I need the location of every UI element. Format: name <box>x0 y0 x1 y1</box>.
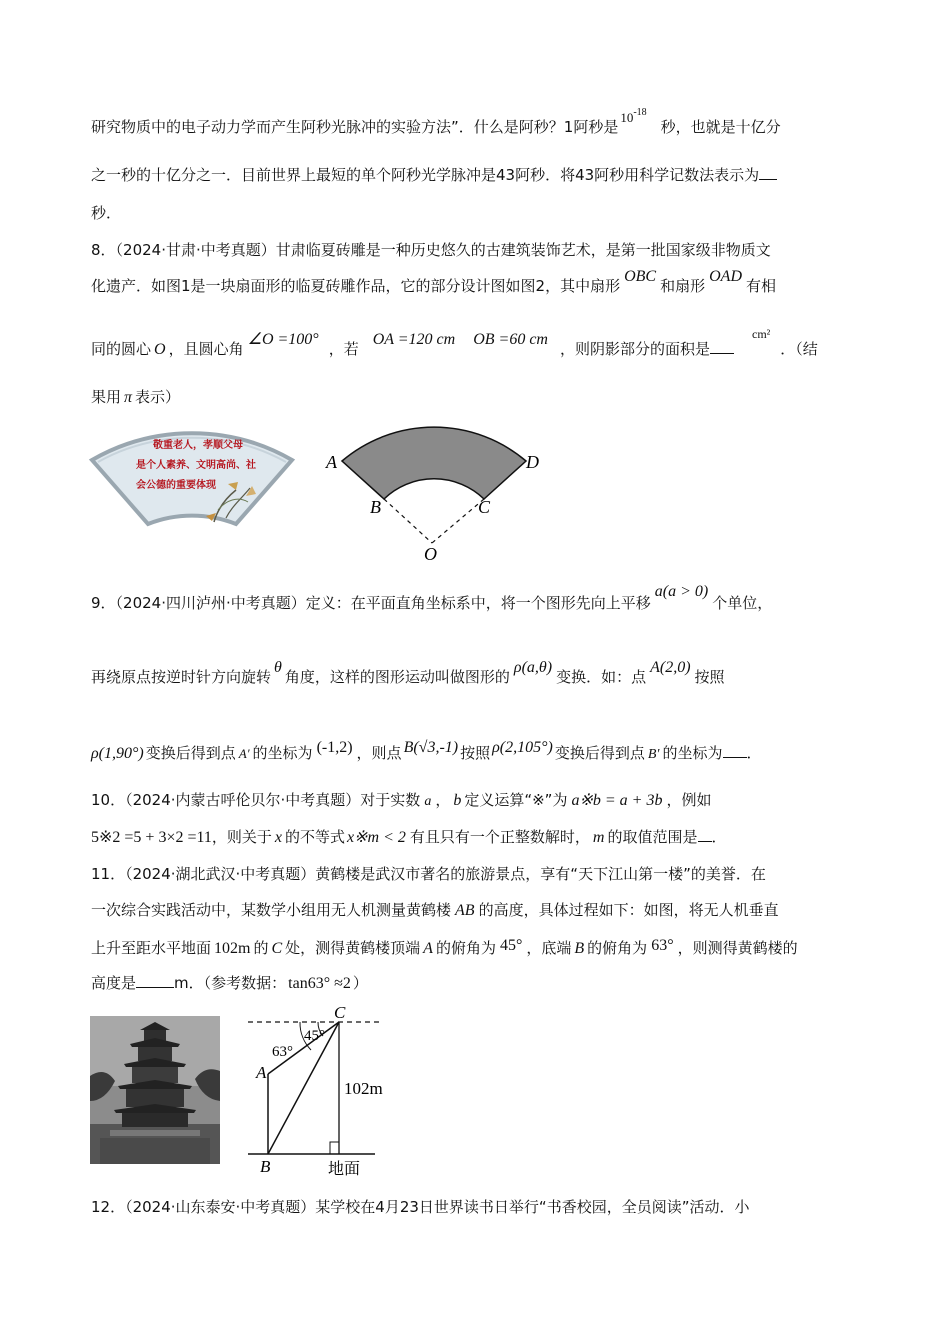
fan-text-line2: 是个人素养、文明高尚、社 <box>136 460 256 471</box>
height-label: 102m <box>344 1079 383 1098</box>
label-O: O <box>424 544 437 563</box>
q7-line1: 研究物质中的电子动力学而产生阿秒光脉冲的实验方法”．什么是阿秒？1阿秒是$10^{-18}$秒，也就是十亿分 <box>91 107 781 136</box>
q11-line2: 一次综合实践活动中，某数学小组用无人机测量黄鹤楼 AB 的高度，具体过程如下：如图，将无人机垂直 <box>91 901 779 919</box>
power-of-ten: $10^{-18}$ <box>620 107 647 125</box>
drone-diagram <box>240 1000 400 1180</box>
fan-text-line1: 敬重老人，孝顺父母 <box>153 440 243 451</box>
q8-line3: 同的圆心 O ，且圆心角∠O =100°，若OA =120 cm OB =60 cm，则阴影部分的面积是cm²．（结 <box>91 327 818 358</box>
q9-line1: 9．（2024·四川泸州·中考真题）定义：在平面直角坐标系中，将一个图形先向上平移a(a > 0)个单位， <box>91 583 773 612</box>
label-D: D <box>526 452 539 472</box>
q8-line4: 果用 π 表示） <box>91 388 181 406</box>
q9-line2: 再绕原点按逆时针方向旋转θ角度，这样的图形运动叫做图形的ρ(a,θ)变换．如：点A(2,0)按照 <box>91 659 725 686</box>
label-B: B <box>370 497 381 517</box>
fan-text-line3: 会公德的重要体现 <box>136 480 216 491</box>
answer-blank[interactable] <box>698 827 712 842</box>
q12-line1: 12．（2024·山东泰安·中考真题）某学校在4月23日世界读书日举行“书香校园，全员阅读”活动．小 <box>91 1198 750 1216</box>
ground-label: 地面 <box>328 1159 361 1178</box>
fan-carving-photo <box>86 418 298 530</box>
label-C-drone: C <box>334 1003 346 1022</box>
q11-line4: 高度是 m．（参考数据： tan63° ≈2 ） <box>91 974 368 992</box>
q10-line2: 5※2 =5 + 3×2 =11，则关于 x 的不等式 x※m < 2 有且只有一个正整数解时， m 的取值范围是 ． <box>91 828 727 846</box>
answer-blank[interactable] <box>759 165 777 180</box>
answer-blank[interactable] <box>723 743 747 758</box>
q11-line3: 上升至距水平地面 102m 的 C 处，测得黄鹤楼顶端 A 的俯角为 45° ，底端 B 的俯角为 63° ，则测得黄鹤楼的 <box>91 937 798 957</box>
q9-line3: ρ(1,90°) 变换后得到点 A′ 的坐标为 (-1,2) ，则点 B(√3,-1) 按照 ρ(2,105°) 变换后得到点 B′ 的坐标为 ． <box>91 739 762 762</box>
q8-line2: 化遗产．如图1是一块扇面形的临夏砖雕作品，它的部分设计图如图2，其中扇形OBC和扇形OAD有相 <box>91 268 777 295</box>
tower-photo <box>90 1016 220 1164</box>
label-A-top: A <box>256 1063 267 1082</box>
angle-63-label: 63° <box>272 1044 293 1060</box>
answer-blank[interactable] <box>136 973 174 988</box>
answer-blank[interactable] <box>710 339 734 354</box>
label-B-base: B <box>260 1157 271 1176</box>
q10-line1: 10．（2024·内蒙古呼伦贝尔·中考真题）对于实数 a ， b 定义运算“※”为 a※b = a + 3b ，例如 <box>91 791 712 809</box>
q7-line3: 秒． <box>91 204 122 222</box>
q8-line1: 8．（2024·甘肃·中考真题）甘肃临夏砖雕是一种历史悠久的古建筑装饰艺术，是第一批国家级非物质文 <box>91 241 771 259</box>
q7-line2: 之一秒的十亿分之一．目前世界上最短的单个阿秒光学脉冲是43阿秒．将43阿秒用科学记数法表示为 <box>91 165 777 185</box>
label-A: A <box>326 452 337 472</box>
label-C: C <box>478 497 491 517</box>
sector-diagram <box>320 388 560 563</box>
shaded-region <box>342 427 526 499</box>
q11-line1: 11．（2024·湖北武汉·中考真题）黄鹤楼是武汉市著名的旅游景点，享有“天下江山第一楼”的美誉．在 <box>91 865 766 883</box>
angle-45-label: 45° <box>304 1028 325 1044</box>
